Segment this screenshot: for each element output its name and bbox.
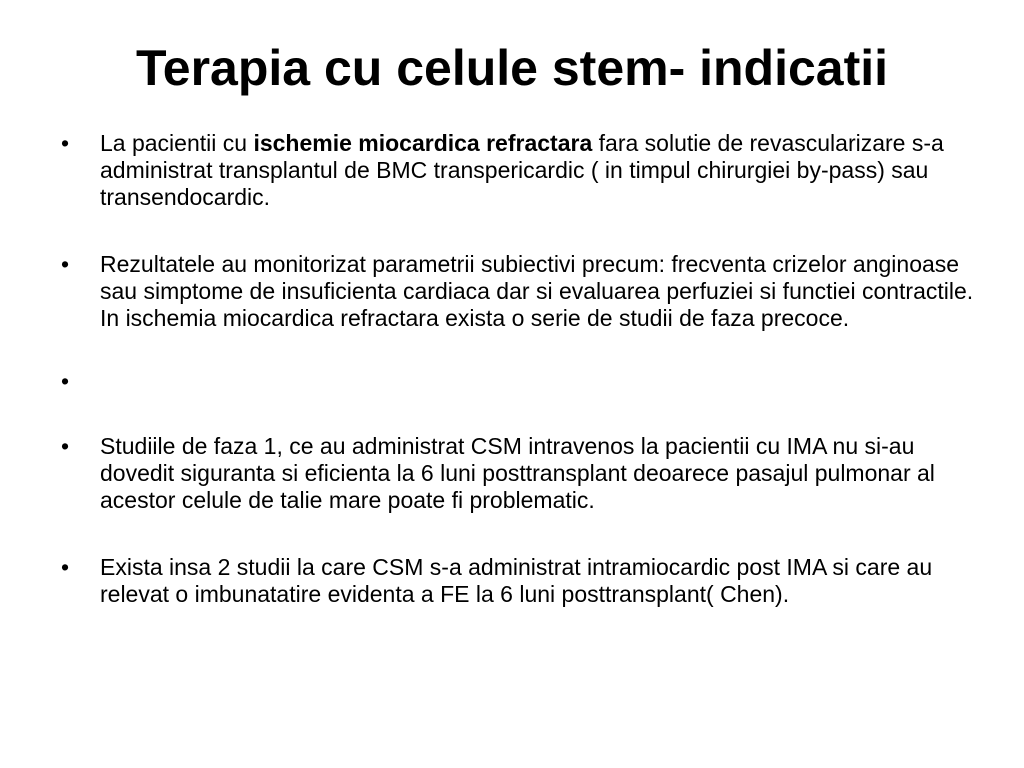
bullet-dot-icon: • xyxy=(61,554,70,580)
bullet-item-2 xyxy=(56,251,976,332)
bullet-dot-icon: • xyxy=(61,251,70,277)
bullet-5-text: Exista insa 2 studii la care CSM s-a administrat intramiocardic post IMA si care au relevat o imbunatatire evidenta a FE la 6 luni posttransplant( Chen). xyxy=(100,554,933,607)
slide-title: Terapia cu celule stem- indicatii xyxy=(135,40,889,96)
bullet-1-text-start: La pacientii cu xyxy=(100,130,254,156)
bullet-list xyxy=(56,130,976,608)
bullet-1-bold-phrase: ischemie miocardica refractara xyxy=(253,130,593,156)
bullet-item-4 xyxy=(56,433,976,514)
bullet-item-3-empty xyxy=(56,368,976,395)
bullet-4-text: Studiile de faza 1, ce au administrat CSM intravenos la pacientii cu IMA nu si-au dovedit siguranta si eficienta la 6 luni posttransplant deoarece pasajul pulmonar al acestor celule de talie mare poate fi problematic. xyxy=(100,433,935,513)
bullet-2-text: Rezultatele au monitorizat parametrii subiectivi precum: frecventa crizelor anginoase sau simptome de insuficienta cardiaca dar si evaluarea perfuziei si functiei contractile. In ischemia miocardica refractara exista o serie de studii de faza precoce. xyxy=(100,251,974,331)
bullet-dot-icon: • xyxy=(61,433,70,459)
bullet-dot-icon: • xyxy=(61,130,70,156)
bullet-dot-icon: • xyxy=(61,368,70,394)
bullet-1-text-end: fara solutie de revascularizare s-a administrat transplantul de BMC transpericardic ( in timpul chirurgiei by-pass) sau transendocardic. xyxy=(100,130,944,210)
bullet-item-5 xyxy=(56,554,976,608)
bullet-item-1 xyxy=(56,130,976,211)
